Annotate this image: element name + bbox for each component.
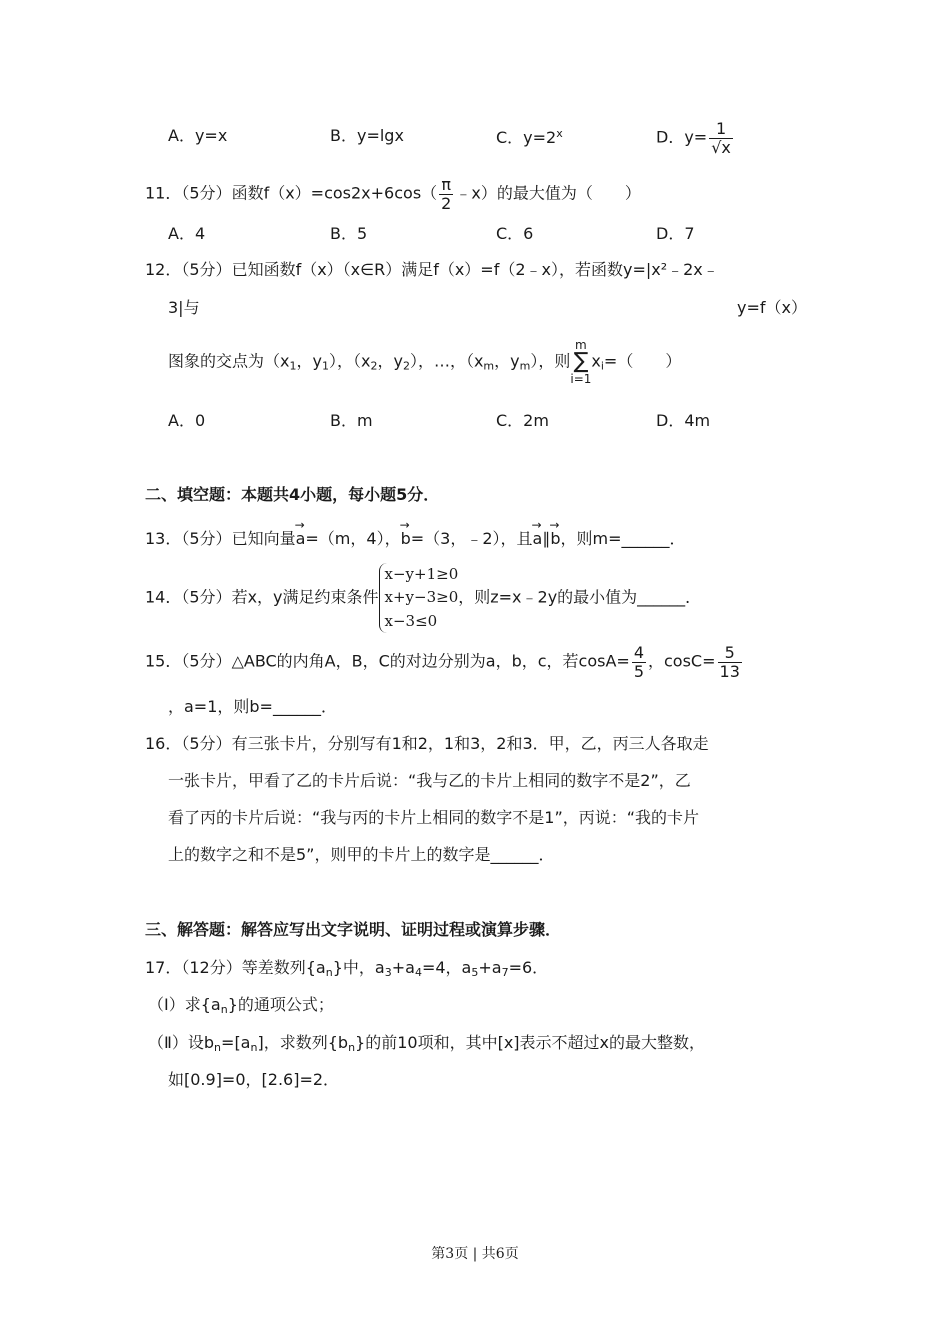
q12-sum-term: x xyxy=(591,351,601,371)
q17-t3: +a xyxy=(391,958,415,977)
q12-score: （5分） xyxy=(181,260,232,279)
q17-p2-s2: n xyxy=(250,1041,258,1054)
q12-sigma-bottom: i=1 xyxy=(570,372,592,386)
q14-number: 14． xyxy=(145,587,182,607)
q15-number: 15． xyxy=(145,651,182,671)
q12-subm-b: m xyxy=(519,359,531,373)
q11-option-a: A．4 xyxy=(168,224,206,243)
q16-line4: 上的数字之和不是5”，则甲的卡片上的数字是______． xyxy=(168,845,555,864)
q17-p2-s1: n xyxy=(214,1041,222,1054)
q11-option-c: C．6 xyxy=(496,224,534,243)
q11-fraction xyxy=(439,176,453,212)
q17-p2-a: （Ⅱ）设b xyxy=(148,1033,215,1052)
q14-constraint-system xyxy=(379,563,459,633)
q13-t3: =（3，﹣2），且 xyxy=(410,529,533,548)
q14-constraint-3: x−3≤0 xyxy=(384,611,438,630)
q12-sub2: 2 xyxy=(370,359,378,373)
q13-vector-a: → a xyxy=(296,531,306,547)
q15-line1 xyxy=(145,644,744,680)
q12-t4: ，y xyxy=(377,351,403,371)
q13-parallel: ∥ xyxy=(542,529,551,548)
q11-option-d: D．7 xyxy=(656,224,695,243)
q13-vector-b2: → b xyxy=(550,531,560,547)
q11-frac-den: 2 xyxy=(441,193,452,213)
q17-s5: 5 xyxy=(471,966,479,979)
q16-line2: 一张卡片，甲看了乙的卡片后说：“我与乙的卡片上相同的数字不是2”，乙 xyxy=(168,771,691,790)
q17-t4: =4，a xyxy=(421,958,472,977)
q13-t4: ，则m=______． xyxy=(560,529,686,548)
q11-number: 11． xyxy=(145,183,182,203)
q13-t2: =（m，4）， xyxy=(305,529,401,548)
q13 xyxy=(145,531,685,547)
q13-t1: 已知向量 xyxy=(231,529,296,548)
q14-constraint-1: x−y+1≥0 xyxy=(384,565,459,583)
q12-option-c: C．2m xyxy=(496,411,549,430)
q16-line3: 看了丙的卡片后说：“我与丙的卡片上相同的数字不是1”，丙说：“我的卡片 xyxy=(168,808,700,827)
q15-fraction-cosA xyxy=(632,644,646,680)
q12-sum-sub: i xyxy=(600,359,604,373)
q12-t3: ），（x xyxy=(328,351,371,371)
q12-line1-text: 已知函数f（x）（x∈R）满足f（x）=f（2﹣x），若函数y=|x²﹣2x﹣ xyxy=(231,260,719,279)
q10-option-d-fraction xyxy=(709,120,733,156)
q12-t2: ，y xyxy=(296,351,322,371)
q13-vector-b: → b xyxy=(401,531,411,547)
q14-t2: ，则z=x﹣2y的最小值为______． xyxy=(458,587,702,607)
q15-f2-den: 13 xyxy=(719,661,740,681)
q14-t1: 若x，y满足约束条件 xyxy=(231,587,379,607)
q10-option-d xyxy=(656,120,735,156)
q13-number: 13． xyxy=(145,529,182,548)
q12-sub1b: 1 xyxy=(321,359,329,373)
q12-sub2b: 2 xyxy=(402,359,410,373)
q15-line2: ，a=1，则b=______． xyxy=(168,697,337,716)
q12-line3 xyxy=(168,339,681,385)
q15-f2-num: 5 xyxy=(718,644,742,663)
section3-title: 三、解答题：解答应写出文字说明、证明过程或演算步骤． xyxy=(145,920,562,939)
q17-t6: =6． xyxy=(508,958,549,977)
q15-f1-num: 4 xyxy=(633,643,644,662)
q16-number: 16． xyxy=(145,734,182,753)
q11-option-b: B．5 xyxy=(330,224,368,243)
q11-text-before: 函数f（x）=cos2x+6cos（ xyxy=(231,183,438,203)
q12-t5: ），…，（x xyxy=(409,351,484,371)
q17-s1: n xyxy=(325,966,333,979)
q12-line1 xyxy=(145,262,719,278)
q17-p2-d: }的前10项和，其中[x]表示不超过x的最大整数， xyxy=(355,1033,706,1052)
q14-constraint-2: x+y−3≥0 xyxy=(384,588,459,607)
q17-p1-sub: n xyxy=(220,1003,228,1016)
q14 xyxy=(145,563,701,633)
q10-option-a: A．y=x xyxy=(168,126,228,145)
q13-vector-a2: → a xyxy=(533,531,543,547)
q17-p1-a: （Ⅰ）求{a xyxy=(148,995,221,1014)
q15-t2: ，cosC= xyxy=(648,651,716,671)
q17-s3: 3 xyxy=(384,966,392,979)
q13-score: （5分） xyxy=(181,529,232,548)
q17-number: 17． xyxy=(145,958,182,977)
page-footer: 第3页 | 共6页 xyxy=(431,1246,519,1262)
q12-sigma-top: m xyxy=(575,338,587,352)
q12-sigma-symbol: ∑ xyxy=(573,349,589,374)
q12-number: 12． xyxy=(145,260,182,279)
q12-sub1: 1 xyxy=(289,359,297,373)
q15-t1: △ABC的内角A，B，C的对边分别为a，b，c，若cosA= xyxy=(231,651,630,671)
q12-line2-left: 3|与 xyxy=(168,298,200,317)
q17-t5: +a xyxy=(478,958,502,977)
q10-d-num: 1 xyxy=(709,120,733,139)
q16-score: （5分） xyxy=(181,734,232,753)
q17-p2-s3: n xyxy=(348,1041,356,1054)
q11-frac-num: π xyxy=(439,176,453,195)
q12-option-b: B．m xyxy=(330,411,373,430)
q10-option-c-text: C．y=2 xyxy=(496,128,557,147)
q16-line1-text: 有三张卡片，分别写有1和2，1和3，2和3．甲，乙，丙三人各取走 xyxy=(231,734,709,753)
q15-fraction-cosC xyxy=(718,644,742,680)
q17-s7: 7 xyxy=(501,966,509,979)
q17-p2-b: =[a xyxy=(221,1033,251,1052)
q17-score: （12分） xyxy=(181,958,242,977)
q17-p1-b: }的通项公式； xyxy=(227,995,334,1014)
q10-option-c-sup: x xyxy=(556,127,563,140)
q12-t7: ），则 xyxy=(530,351,571,371)
q17-stem xyxy=(145,960,548,978)
q12-sigma xyxy=(570,339,591,385)
q12-t1: 图象的交点为（x xyxy=(168,351,290,371)
q11-score: （5分） xyxy=(181,183,232,203)
q17-part2 xyxy=(148,1035,705,1053)
q17-part1 xyxy=(148,997,334,1015)
q17-t2: }中，a xyxy=(332,958,385,977)
q17-s4: 4 xyxy=(414,966,422,979)
q10-d-den: √x xyxy=(711,137,731,157)
q12-t6: ，y xyxy=(494,351,520,371)
q16-line1 xyxy=(145,736,709,752)
q10-option-d-text: D．y= xyxy=(656,127,708,147)
q10-option-c xyxy=(496,128,563,146)
q11-stem xyxy=(145,176,641,212)
q17-p2-c: ]，求数列{b xyxy=(257,1033,349,1052)
q17-part2-line2: 如[0.9]=0，[2.6]=2． xyxy=(168,1070,340,1089)
q17-t1: 等差数列{a xyxy=(241,958,326,977)
q10-option-b: B．y=lgx xyxy=(330,126,404,145)
section2-title: 二、填空题：本题共4小题，每小题5分． xyxy=(145,485,440,504)
q11-text-after: ﹣x）的最大值为（ ） xyxy=(455,183,641,203)
q12-line2-right: y=f（x） xyxy=(737,298,807,317)
q12-subm: m xyxy=(483,359,495,373)
q15-f1-den: 5 xyxy=(633,661,644,681)
q12-option-a: A．0 xyxy=(168,411,206,430)
q14-score: （5分） xyxy=(181,587,232,607)
q15-score: （5分） xyxy=(181,651,232,671)
q12-option-d: D．4m xyxy=(656,411,711,430)
q12-tail: =（ ） xyxy=(603,351,682,371)
